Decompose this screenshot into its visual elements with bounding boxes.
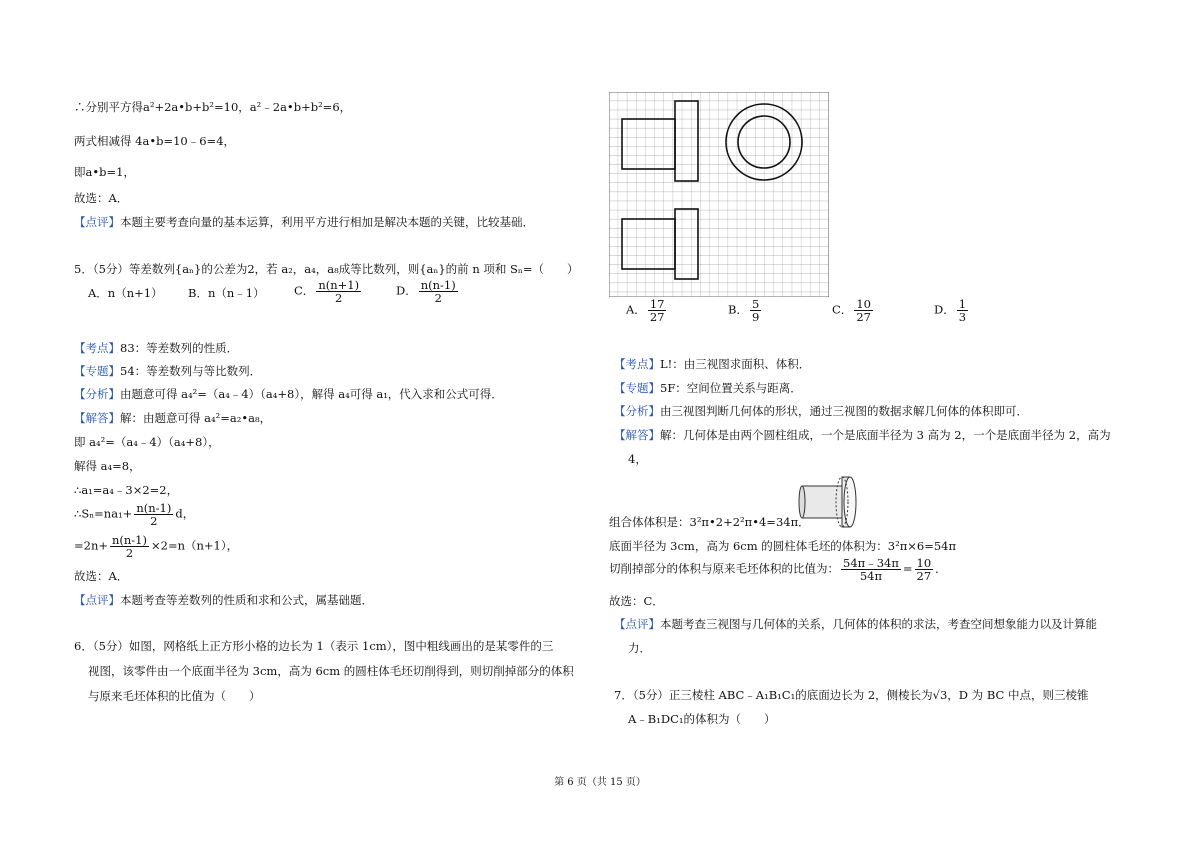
q6-topic: 【考点】L!：由三视图求面积、体积． xyxy=(614,357,811,371)
q6-answer: 故选：C． xyxy=(609,594,664,608)
question-7-line-2: A﹣B₁DC₁的体积为（ ） xyxy=(628,712,776,726)
comment-q4: 【点评】本题主要考查向量的基本运算，利用平方进行相加是解决本题的关键，比较基础． xyxy=(74,215,534,229)
q6-comment: 【点评】本题考查三视图与几何体的关系，几何体的体积的求法，考查空间想象能力以及计算能 xyxy=(614,617,1097,631)
question-5: 5．（5分）等差数列{aₙ}的公差为2，若 a₂，a₄，a₈成等比数列，则{aₙ}的前 n 项和 Sₙ=（ ） xyxy=(74,262,579,276)
q5-step-5: =2n+ $\frac{n(n-1)}{2}$ ×2=n（n+1）， xyxy=(74,533,239,560)
three-view-grid-figure xyxy=(609,92,829,297)
volume-ratio: 切削掉部分的体积与原来毛坯体积的比值为： $\frac{54\pi﹣34\pi}{54\pi}$ = $\frac{10}{27}$ ． xyxy=(609,556,947,583)
blank-volume: 底面半径为 3cm，高为 6cm 的圆柱体毛坯的体积为：3²π×6=54π xyxy=(609,539,957,553)
question-6-line-2: 视图，该零件由一个底面半径为 3cm，高为 6cm 的圆柱体毛坯切削得到，则切削掉部分的体积 xyxy=(88,664,574,678)
q5-answer: 故选：A． xyxy=(74,569,129,583)
q5-analysis: 【分析】由题意可得 a₄²=（a₄﹣4）（a₄+8），解得 a₄可得 a₁，代入求和公式可得． xyxy=(74,387,503,401)
line-answer-q4: 故选：A． xyxy=(74,191,129,205)
question-6-line-1: 6．（5分）如图，网格纸上正方形小格的边长为 1（表示 1cm），图中粗线画出的是某零件的三 xyxy=(74,639,554,653)
q5-option-c: C． $\frac{n(n+1)}{2}$ xyxy=(294,278,360,305)
q5-step-3: ∴a₁=a₄﹣3×2=2， xyxy=(74,483,179,497)
line-dot-product: 即a•b=1， xyxy=(74,165,135,179)
line-vector-squares: ∴分别平方得a²+2a•b+b²=10，a²﹣2a•b+b²=6， xyxy=(74,100,352,114)
q6-option-a: A． $\frac{17}{27}$ xyxy=(626,297,665,324)
q5-step-2: 解得 a₄=8， xyxy=(74,459,141,473)
question-6-line-3: 与原来毛坯体积的比值为（ ） xyxy=(88,689,261,703)
q5-comment: 【点评】本题考查等差数列的性质和求和公式，属基础题． xyxy=(74,593,373,607)
line-subtract: 两式相减得 4a•b=10﹣6=4， xyxy=(74,134,236,148)
q6-solution-cont: 4， xyxy=(628,452,647,466)
q6-analysis: 【分析】由三视图判断几何体的形状，通过三视图的数据求解几何体的体积即可． xyxy=(614,404,1028,418)
q5-step-4: ∴Sₙ=na₁+ $\frac{n(n-1)}{2}$ d， xyxy=(74,501,195,528)
q5-solution: 【解答】解：由题意可得 a₄²=a₂•a₈， xyxy=(74,411,272,425)
page-footer: 第 6 页（共 15 页） xyxy=(554,777,646,788)
q5-subject: 【专题】54：等差数列与等比数列． xyxy=(74,364,262,378)
question-7-line-1: 7．（5分）正三棱柱 ABC﹣A₁B₁C₁的底面边长为 2，侧棱长为√3，D 为 BC 中点，则三棱锥 xyxy=(614,688,1089,702)
q6-comment-cont: 力． xyxy=(628,641,651,655)
q5-option-b: B．n（n﹣1） xyxy=(188,286,265,300)
q6-option-c: C． $\frac{10}{27}$ xyxy=(832,297,871,324)
q5-topic: 【考点】83：等差数列的性质． xyxy=(74,341,239,355)
q5-step-1: 即 a₄²=（a₄﹣4）（a₄+8）， xyxy=(74,435,220,449)
q5-option-d: D． $\frac{n(n-1)}{2}$ xyxy=(396,278,456,305)
q6-option-b: B． $\frac{5}{9}$ xyxy=(728,297,760,324)
q5-option-a: A．n（n+1） xyxy=(88,286,163,300)
q6-option-d: D． $\frac{1}{3}$ xyxy=(934,297,967,324)
q6-solution: 【解答】解：几何体是由两个圆柱组成，一个是底面半径为 3 高为 2，一个是底面半径为 2，高为 xyxy=(614,428,1111,442)
q6-subject: 【专题】5F：空间位置关系与距离． xyxy=(614,381,802,395)
combined-volume: 组合体体积是：3²π•2+2²π•4=34π． xyxy=(609,515,810,529)
